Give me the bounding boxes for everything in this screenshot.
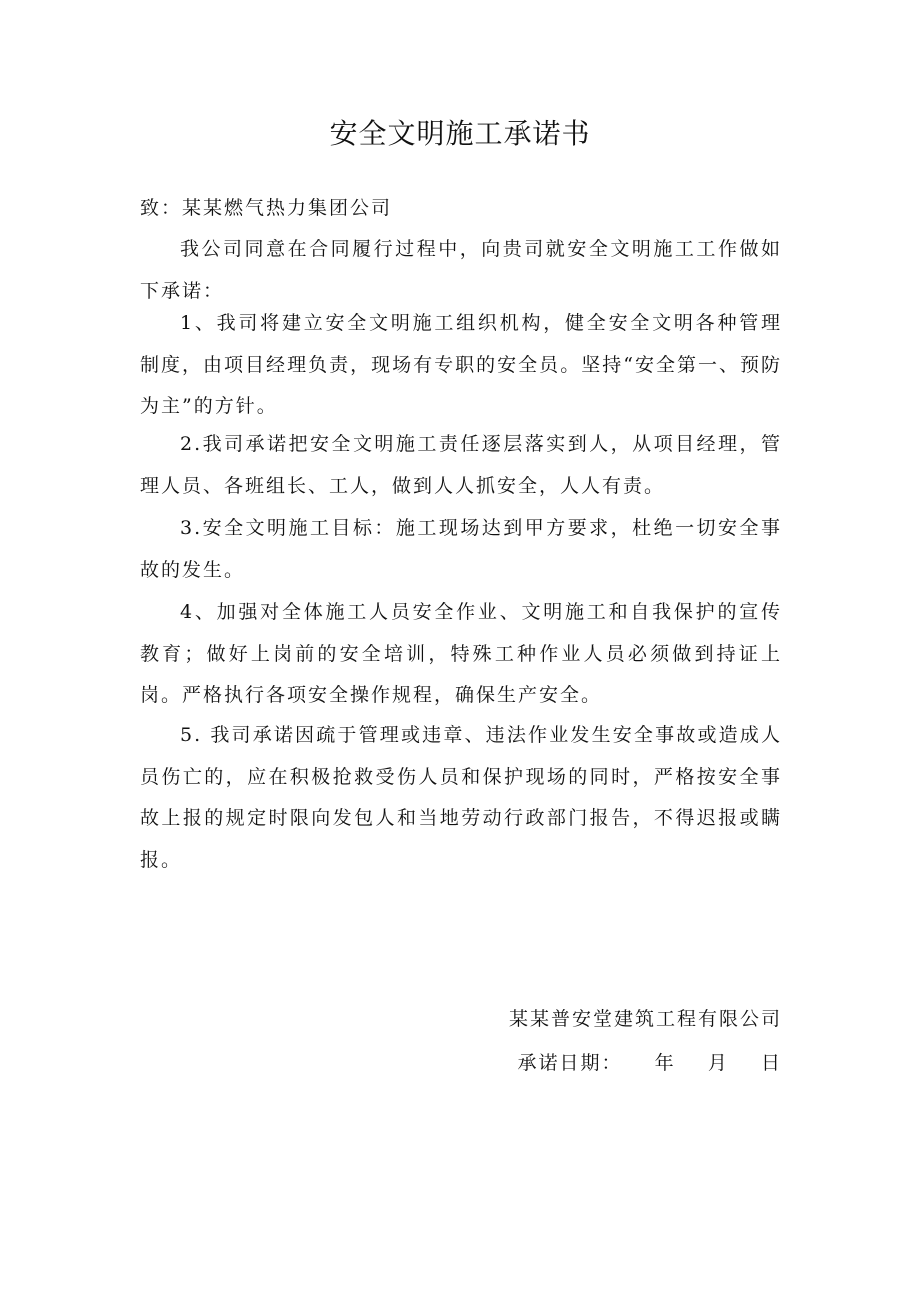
commitment-paragraph-3: 3.安全文明施工目标：施工现场达到甲方要求，杜绝一切安全事故的发生。 [140,517,782,581]
recipient-line: 致：某某燃气热力集团公司 [140,197,393,219]
signer-company: 某某普安堂建筑工程有限公司 [508,1008,782,1030]
document-title: 安全文明施工承诺书 [329,117,591,150]
commitment-paragraph-2: 2.我司承诺把安全文明施工责任逐层落实到人，从项目经理，管理人员、各班组长、工人，做到人人抓安全，人人有责。 [140,433,782,497]
commitment-date-line: 承诺日期： 年 月 日 [517,1052,782,1074]
commitment-paragraph-5: 5. 我司承诺因疏于管理或违章、违法作业发生安全事故或造成人员伤亡的，应在积极抢救受伤人员和保护现场的同时，严格按安全事故上报的规定时限向发包人和当地劳动行政部门报告，不得迟报或瞒报。 [140,724,782,871]
commitment-paragraph-1: 1、我司将建立安全文明施工组织机构，健全安全文明各种管理制度，由项目经理负责，现场有专职的安全员。坚持“安全第一、预防为主”的方针。 [140,312,782,417]
commitment-paragraph-4: 4、加强对全体施工人员安全作业、文明施工和自我保护的宣传教育；做好上岗前的安全培训，特殊工种作业人员必须做到持证上岗。严格执行各项安全操作规程，确保生产安全。 [140,601,782,706]
intro-paragraph: 我公司同意在合同履行过程中，向贵司就安全文明施工工作做如下承诺： [140,238,782,302]
